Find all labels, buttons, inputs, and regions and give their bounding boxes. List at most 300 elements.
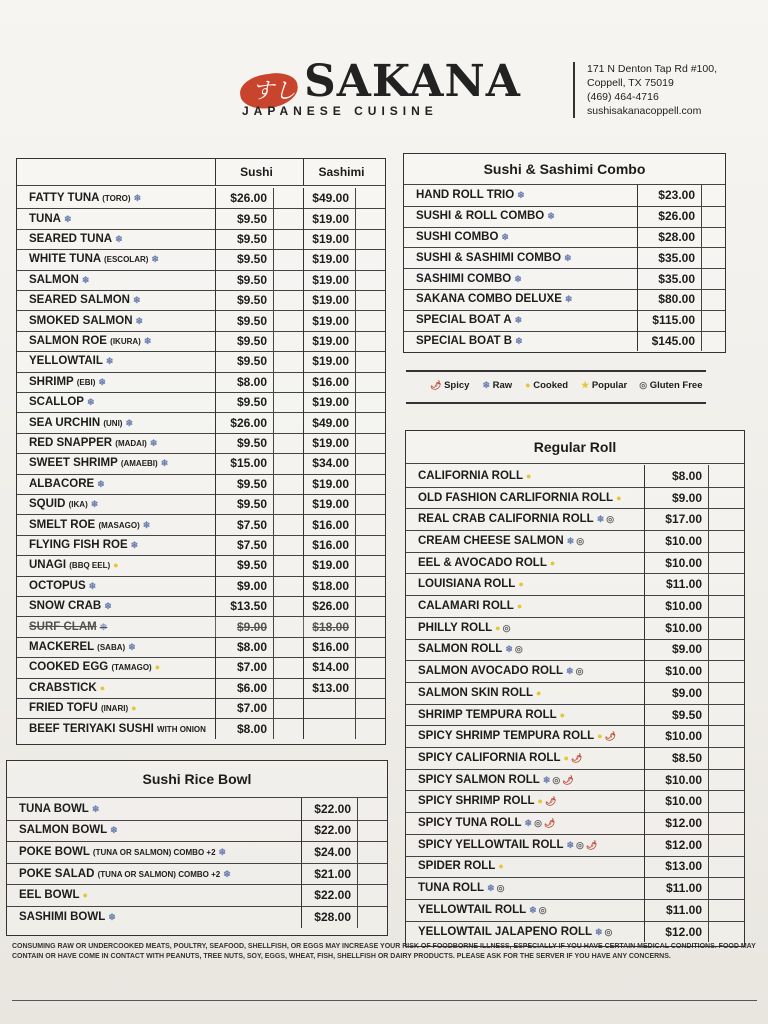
roll-row [406,487,744,510]
snowflake-icon: ❄ [91,803,100,814]
flame-icon: ● [536,687,542,698]
sashimi-price: $14.00 [303,657,355,677]
item-price: $11.00 [644,877,708,899]
logo-subtitle: JAPANESE CUISINE [242,104,438,118]
item-price: $12.00 [644,834,708,856]
sashimi-price: $16.00 [303,372,355,392]
flame-icon: ● [518,579,524,590]
roll-row [406,595,744,618]
combo-row [404,331,725,352]
sushi-price: $9.00 [215,616,273,636]
item-price: $115.00 [637,310,701,331]
star-icon: ★ [581,380,590,390]
gluten-free-icon: ◎ [576,839,584,850]
combo-title: Sushi & Sashimi Combo [404,154,725,185]
sushi-price: $7.00 [215,698,273,718]
item-name: TUNA ❄ [29,212,72,225]
snowflake-icon: ❄ [130,539,139,550]
item-price: $10.00 [644,791,708,813]
sushi-price: $9.50 [215,494,273,514]
sushi-price: $9.00 [215,576,273,596]
combo-table [403,153,726,353]
legend-spicy: 🌶 Spicy [430,380,470,391]
item-name: OCTOPUS ❄ [29,579,97,592]
sashimi-price: $34.00 [303,453,355,473]
item-name: COOKED EGG (TAMAGO) ● [29,661,161,674]
nigiri-row [17,474,385,495]
snowflake-icon: ❄ [505,644,513,655]
snowflake-icon: ❄ [596,514,605,525]
nigiri-row [17,249,385,270]
nigiri-row [17,718,385,738]
nigiri-row [17,535,385,556]
footer-line [12,1000,757,1001]
item-price: $11.00 [644,899,708,921]
item-price: $35.00 [637,268,701,289]
flame-icon: ● [563,752,569,763]
item-price: $145.00 [637,331,701,352]
item-name: ALBACORE ❄ [29,477,105,490]
snowflake-icon: ❄ [86,397,95,408]
nigiri-row [17,637,385,658]
item-note: (IKA) [68,500,88,510]
chili-icon: 🌶 [562,774,574,785]
gluten-free-icon: ◎ [502,622,511,633]
bowl-row [7,884,387,907]
item-price: $28.00 [637,227,701,248]
sushi-price: $9.50 [215,208,273,228]
flame-icon: ● [597,731,603,742]
snowflake-icon: ❄ [133,193,142,204]
item-name: SPICY SHRIMP ROLL ● 🌶 [418,795,557,808]
gluten-free-icon: ◎ [534,818,542,829]
roll-row [406,834,744,857]
roll-row [406,747,744,770]
nigiri-row [17,290,385,311]
nigiri-row [17,698,385,719]
item-name: SPICY SHRIMP TEMPURA ROLL ● 🌶 [418,730,617,743]
sashimi-price [303,698,355,718]
nigiri-row [17,412,385,433]
snowflake-icon: ❄ [99,621,108,632]
item-name: SALMON ROE (IKURA) ❄ [29,334,152,347]
item-price: $28.00 [301,906,357,928]
nigiri-row [17,392,385,413]
sashimi-price: $19.00 [303,229,355,249]
item-name: UNAGI (BBQ EEL) ● [29,559,119,572]
disclaimer: CONSUMING RAW OR UNDERCOOKED MEATS, POULTRY, SEAFOOD, SHELLFISH, OR EGGS MAY INCREASE YOUR RISK OF FOODBORNE ILLNESS, ESPECIALLY IF YOU HAVE CERTAIN MEDICAL CONDITIONS. FOOD MAY CONTAIN OR HAVE COME IN CONTACT WITH PEANUTS, TREE NUTS, SOY, EGGS, WHEAT, FISH, SHELLFISH OR DAIRY PRODUCTS. PLEASE ASK FOR THE SERVER IF YOU HAVE ANY CONCERNS. [12,943,756,960]
address-block [573,62,717,118]
nigiri-row [17,331,385,352]
regular-roll-title: Regular Roll [406,431,744,464]
item-name: SCALLOP ❄ [29,396,95,409]
item-name: SALMON ❄ [29,273,90,286]
nigiri-row [17,270,385,291]
gluten-free-icon: ◎ [552,774,561,785]
sashimi-price: $19.00 [303,474,355,494]
sushi-price: $9.50 [215,290,273,310]
gluten-free-icon: ◎ [538,904,547,915]
sushi-price: $9.50 [215,331,273,351]
chili-icon: 🌶 [544,796,557,807]
legend-raw: ❄ Raw [482,380,513,391]
item-price: $10.00 [644,595,708,617]
snowflake-icon: ❄ [105,356,114,367]
bowl-row [7,798,387,821]
item-note: (BBQ EEL) [69,561,111,571]
item-note: (TUNA OR SALMON) COMBO +2 [97,869,221,879]
roll-row [406,682,744,705]
gluten-free-icon: ◎ [514,644,523,655]
item-note: (TUNA OR SALMON) COMBO +2 [92,847,216,857]
snowflake-icon: ❄ [515,335,523,346]
combo-row [404,268,725,290]
legend-popular: ★ Popular [581,380,628,391]
item-name: SWEET SHRIMP (AMAEBI) ❄ [29,457,169,470]
sashimi-price: $18.00 [303,576,355,596]
flame-icon: ● [113,560,119,571]
snowflake-icon: ❄ [132,295,141,306]
item-name: SALMON AVOCADO ROLL ❄ ◎ [418,665,584,678]
snowflake-icon: ❄ [143,335,152,346]
bowl-row [7,906,387,928]
item-name: CALIFORNIA ROLL ● [418,469,532,482]
item-price: $10.00 [644,769,708,791]
sashimi-price: $16.00 [303,514,355,534]
combo-row [404,289,725,311]
roll-row [406,660,744,683]
item-note: (TAMAGO) [111,663,152,673]
item-name: SEARED SALMON ❄ [29,294,141,307]
item-price: $11.00 [644,574,708,596]
sushi-price: $26.00 [215,188,273,208]
item-name: MACKEREL (SABA) ❄ [29,640,136,653]
nigiri-row [17,453,385,474]
snowflake-icon: ❄ [108,911,116,922]
snowflake-icon: ❄ [63,213,72,224]
snowflake-icon: ❄ [110,825,118,836]
item-price: $10.00 [644,530,708,552]
item-name: FLYING FISH ROE ❄ [29,538,139,551]
phone-number: (469) 464-4716 [587,91,659,103]
item-price: $12.00 [644,812,708,834]
gluten-free-icon: ◎ [606,514,615,525]
chili-icon: 🌶 [543,818,556,829]
logo-name: SAKANA [304,56,521,107]
snowflake-icon: ❄ [517,190,525,201]
combo-row [404,185,725,207]
sushi-price: $9.50 [215,310,273,330]
item-name: SPICY TUNA ROLL ❄ ◎ 🌶 [418,817,556,830]
item-name: SUSHI & SASHIMI COMBO ❄ [416,251,572,264]
item-name: TUNA ROLL ❄ ◎ [418,882,505,895]
bowl-row [7,863,387,886]
sushi-price: $8.00 [215,372,273,392]
regular-roll-table [405,430,745,947]
roll-row [406,921,744,943]
item-name: SMELT ROE (MASAGO) ❄ [29,518,151,531]
nigiri-row [17,657,385,678]
item-name: SPICY SALMON ROLL ❄ ◎ 🌶 [418,773,574,786]
nigiri-row [17,678,385,699]
snowflake-icon: ❄ [566,535,575,546]
sashimi-price: $19.00 [303,433,355,453]
item-name: SUSHI COMBO ❄ [416,230,509,243]
item-price: $9.00 [644,639,708,661]
nigiri-row [17,372,385,393]
item-price: $22.00 [301,884,357,906]
item-name: OLD FASHION CARLIFORNIA ROLL ● [418,491,622,504]
nigiri-table [16,158,386,745]
roll-row [406,704,744,727]
legend-cooked: ● Cooked [525,380,569,391]
sashimi-price: $26.00 [303,596,355,616]
gluten-free-icon: ◎ [496,883,505,894]
item-note: (EBI) [76,377,96,387]
sashimi-price: $13.00 [303,678,355,698]
flame-icon: ● [495,622,501,633]
gluten-free-icon: ◎ [639,380,648,390]
roll-row [406,465,744,488]
item-name: SHRIMP (EBI) ❄ [29,375,106,388]
sashimi-price: $19.00 [303,290,355,310]
item-name: POKE BOWL (TUNA OR SALMON) COMBO +2 ❄ [19,845,227,858]
item-price: $13.00 [644,856,708,878]
nigiri-row [17,310,385,331]
restaurant-logo [238,56,521,126]
roll-row [406,877,744,900]
sushi-column-header: Sushi [215,159,303,185]
flame-icon: ● [99,682,106,693]
nigiri-row [17,494,385,515]
item-name: FRIED TOFU (INARI) ● [29,702,137,715]
sushi-price: $9.50 [215,229,273,249]
item-price: $10.00 [644,660,708,682]
item-price: $23.00 [637,185,701,206]
rice-bowl-table [6,760,388,936]
sushi-price: $7.50 [215,535,273,555]
item-name: SNOW CRAB ❄ [29,600,112,613]
legend-top-line [406,370,706,372]
flame-icon: ● [525,470,532,481]
roll-row [406,791,744,814]
nigiri-header [17,159,385,186]
item-price: $12.00 [644,921,708,943]
item-name: SAKANA COMBO DELUXE ❄ [416,293,573,306]
snowflake-icon: ❄ [218,846,227,857]
item-name: SASHIMI BOWL ❄ [19,910,116,923]
legend-bottom-line [406,402,706,404]
item-price: $10.00 [644,725,708,747]
item-name: WHITE TUNA (ESCOLAR) ❄ [29,253,159,266]
nigiri-row [17,596,385,617]
legend [428,380,702,391]
item-name: SHRIMP TEMPURA ROLL ● [418,708,566,721]
roll-row [406,812,744,835]
snowflake-icon: ❄ [514,315,523,326]
item-name: SALMON SKIN ROLL ● [418,686,542,699]
roll-row [406,617,744,640]
item-price: $10.00 [644,552,708,574]
roll-row [406,552,744,575]
item-price: $24.00 [301,841,357,863]
legend-gluten: ◎ Gluten Free [639,380,703,391]
nigiri-row [17,555,385,576]
roll-row [406,508,744,531]
item-note: (ESCOLAR) [103,255,149,265]
item-note: (TORO) [102,194,131,204]
snowflake-icon: ❄ [501,231,509,242]
item-price: $35.00 [637,247,701,268]
item-name: REAL CRAB CALIFORNIA ROLL ❄ ◎ [418,513,615,526]
item-name: EEL BOWL ● [19,889,88,902]
sashimi-price: $19.00 [303,270,355,290]
snowflake-icon: ❄ [142,519,151,530]
sashimi-price: $19.00 [303,555,355,575]
item-price: $9.50 [644,704,708,726]
flame-icon: ● [616,492,622,503]
item-name: CALAMARI ROLL ● [418,600,523,613]
item-name: BEEF TERIYAKI SUSHI WITH ONION [29,722,206,735]
sushi-price: $6.00 [215,678,273,698]
sushi-price: $9.50 [215,270,273,290]
sashimi-price: $49.00 [303,188,355,208]
item-name: SPECIAL BOAT B ❄ [416,334,523,347]
address-city: Coppell, TX 75019 [587,77,674,89]
item-name: SEARED TUNA ❄ [29,232,123,245]
flame-icon: ● [525,380,531,390]
roll-row [406,856,744,879]
item-name: EEL & AVOCADO ROLL ● [418,556,556,569]
roll-row [406,899,744,922]
item-price: $21.00 [301,863,357,885]
item-note: (IKURA) [110,336,141,346]
snowflake-icon: ❄ [595,926,603,937]
snowflake-icon: ❄ [514,273,522,284]
item-note: (MASAGO) [98,520,140,530]
snowflake-icon: ❄ [566,666,574,677]
roll-row [406,639,744,662]
nigiri-row [17,433,385,454]
item-note: (UNI) [103,418,123,428]
sashimi-price: $19.00 [303,494,355,514]
item-name: FATTY TUNA (TORO) ❄ [29,192,142,205]
bowl-row [7,841,387,864]
snowflake-icon: ❄ [566,839,575,850]
sashimi-price: $19.00 [303,331,355,351]
sashimi-column-header: Sashimi [303,159,385,185]
item-note: WITH ONION [157,724,206,734]
snowflake-icon: ❄ [160,458,169,469]
sushi-price: $7.00 [215,657,273,677]
flame-icon: ● [154,662,161,673]
item-price: $17.00 [644,508,708,530]
item-price: $8.50 [644,747,708,769]
sushi-price: $9.50 [215,392,273,412]
sushi-price: $9.50 [215,555,273,575]
website: sushisakanacoppell.com [587,105,702,117]
combo-row [404,310,725,332]
flame-icon: ● [82,890,88,901]
combo-row [404,206,725,228]
snowflake-icon: ❄ [149,437,158,448]
snowflake-icon: ❄ [115,233,123,244]
sushi-price: $9.50 [215,351,273,371]
flame-icon: ● [549,557,556,568]
snowflake-icon: ❄ [104,601,112,612]
item-name: YELLOWTAIL ❄ [29,355,114,368]
rice-bowl-title: Sushi Rice Bowl [7,761,387,798]
nigiri-row [17,616,385,637]
item-name: SPECIAL BOAT A ❄ [416,314,523,327]
item-name: RED SNAPPER (MADAI) ❄ [29,436,158,449]
item-price: $9.00 [644,487,708,509]
sushi-price: $8.00 [215,718,273,738]
item-note: (INARI) [101,704,129,714]
sushi-price: $26.00 [215,412,273,432]
sashimi-price: $16.00 [303,535,355,555]
snowflake-icon: ❄ [98,376,106,387]
snowflake-icon: ❄ [542,774,551,785]
sashimi-price: $19.00 [303,310,355,330]
sushi-price: $7.50 [215,514,273,534]
flame-icon: ● [516,601,523,612]
roll-row [406,530,744,553]
snowflake-icon: ❄ [482,380,490,390]
item-price: $8.00 [644,465,708,487]
snowflake-icon: ❄ [564,252,572,263]
sushi-price: $9.50 [215,474,273,494]
item-price: $10.00 [644,617,708,639]
flame-icon: ● [131,703,137,714]
snowflake-icon: ❄ [529,904,537,915]
sashimi-price: $19.00 [303,249,355,269]
item-name: CRABSTICK ● [29,681,106,694]
snowflake-icon: ❄ [90,499,99,510]
snowflake-icon: ❄ [128,641,136,652]
gluten-free-icon: ◎ [575,666,584,677]
item-name: CREAM CHEESE SALMON ❄ ◎ [418,534,585,547]
item-note: (AMAEBI) [120,459,158,469]
snowflake-icon: ❄ [97,478,105,489]
item-note: (MADAI) [115,438,147,448]
gluten-free-icon: ◎ [604,926,613,937]
sashimi-price: $19.00 [303,392,355,412]
snowflake-icon: ❄ [88,580,97,591]
sashimi-price: $16.00 [303,637,355,657]
item-price: $22.00 [301,820,357,842]
item-name: SURF CLAM ❄ [29,620,108,633]
snowflake-icon: ❄ [524,818,533,829]
item-name: PHILLY ROLL ● ◎ [418,621,511,634]
chili-icon: 🌶 [585,839,598,850]
item-name: YELLOWTAIL JALAPENO ROLL ❄ ◎ [418,925,613,938]
sushi-price: $8.00 [215,637,273,657]
item-name: HAND ROLL TRIO ❄ [416,189,525,202]
sashimi-price [303,718,355,738]
logo-kana: すし [252,79,297,104]
nigiri-row [17,229,385,250]
sushi-price: $9.50 [215,249,273,269]
roll-row [406,725,744,748]
item-name: TUNA BOWL ❄ [19,802,100,815]
item-name: SPIDER ROLL ● [418,860,504,873]
sashimi-price: $49.00 [303,412,355,432]
chili-icon: 🌶 [430,380,442,390]
bowl-row [7,820,387,843]
gluten-free-icon: ◎ [576,535,585,546]
snowflake-icon: ❄ [81,274,90,285]
